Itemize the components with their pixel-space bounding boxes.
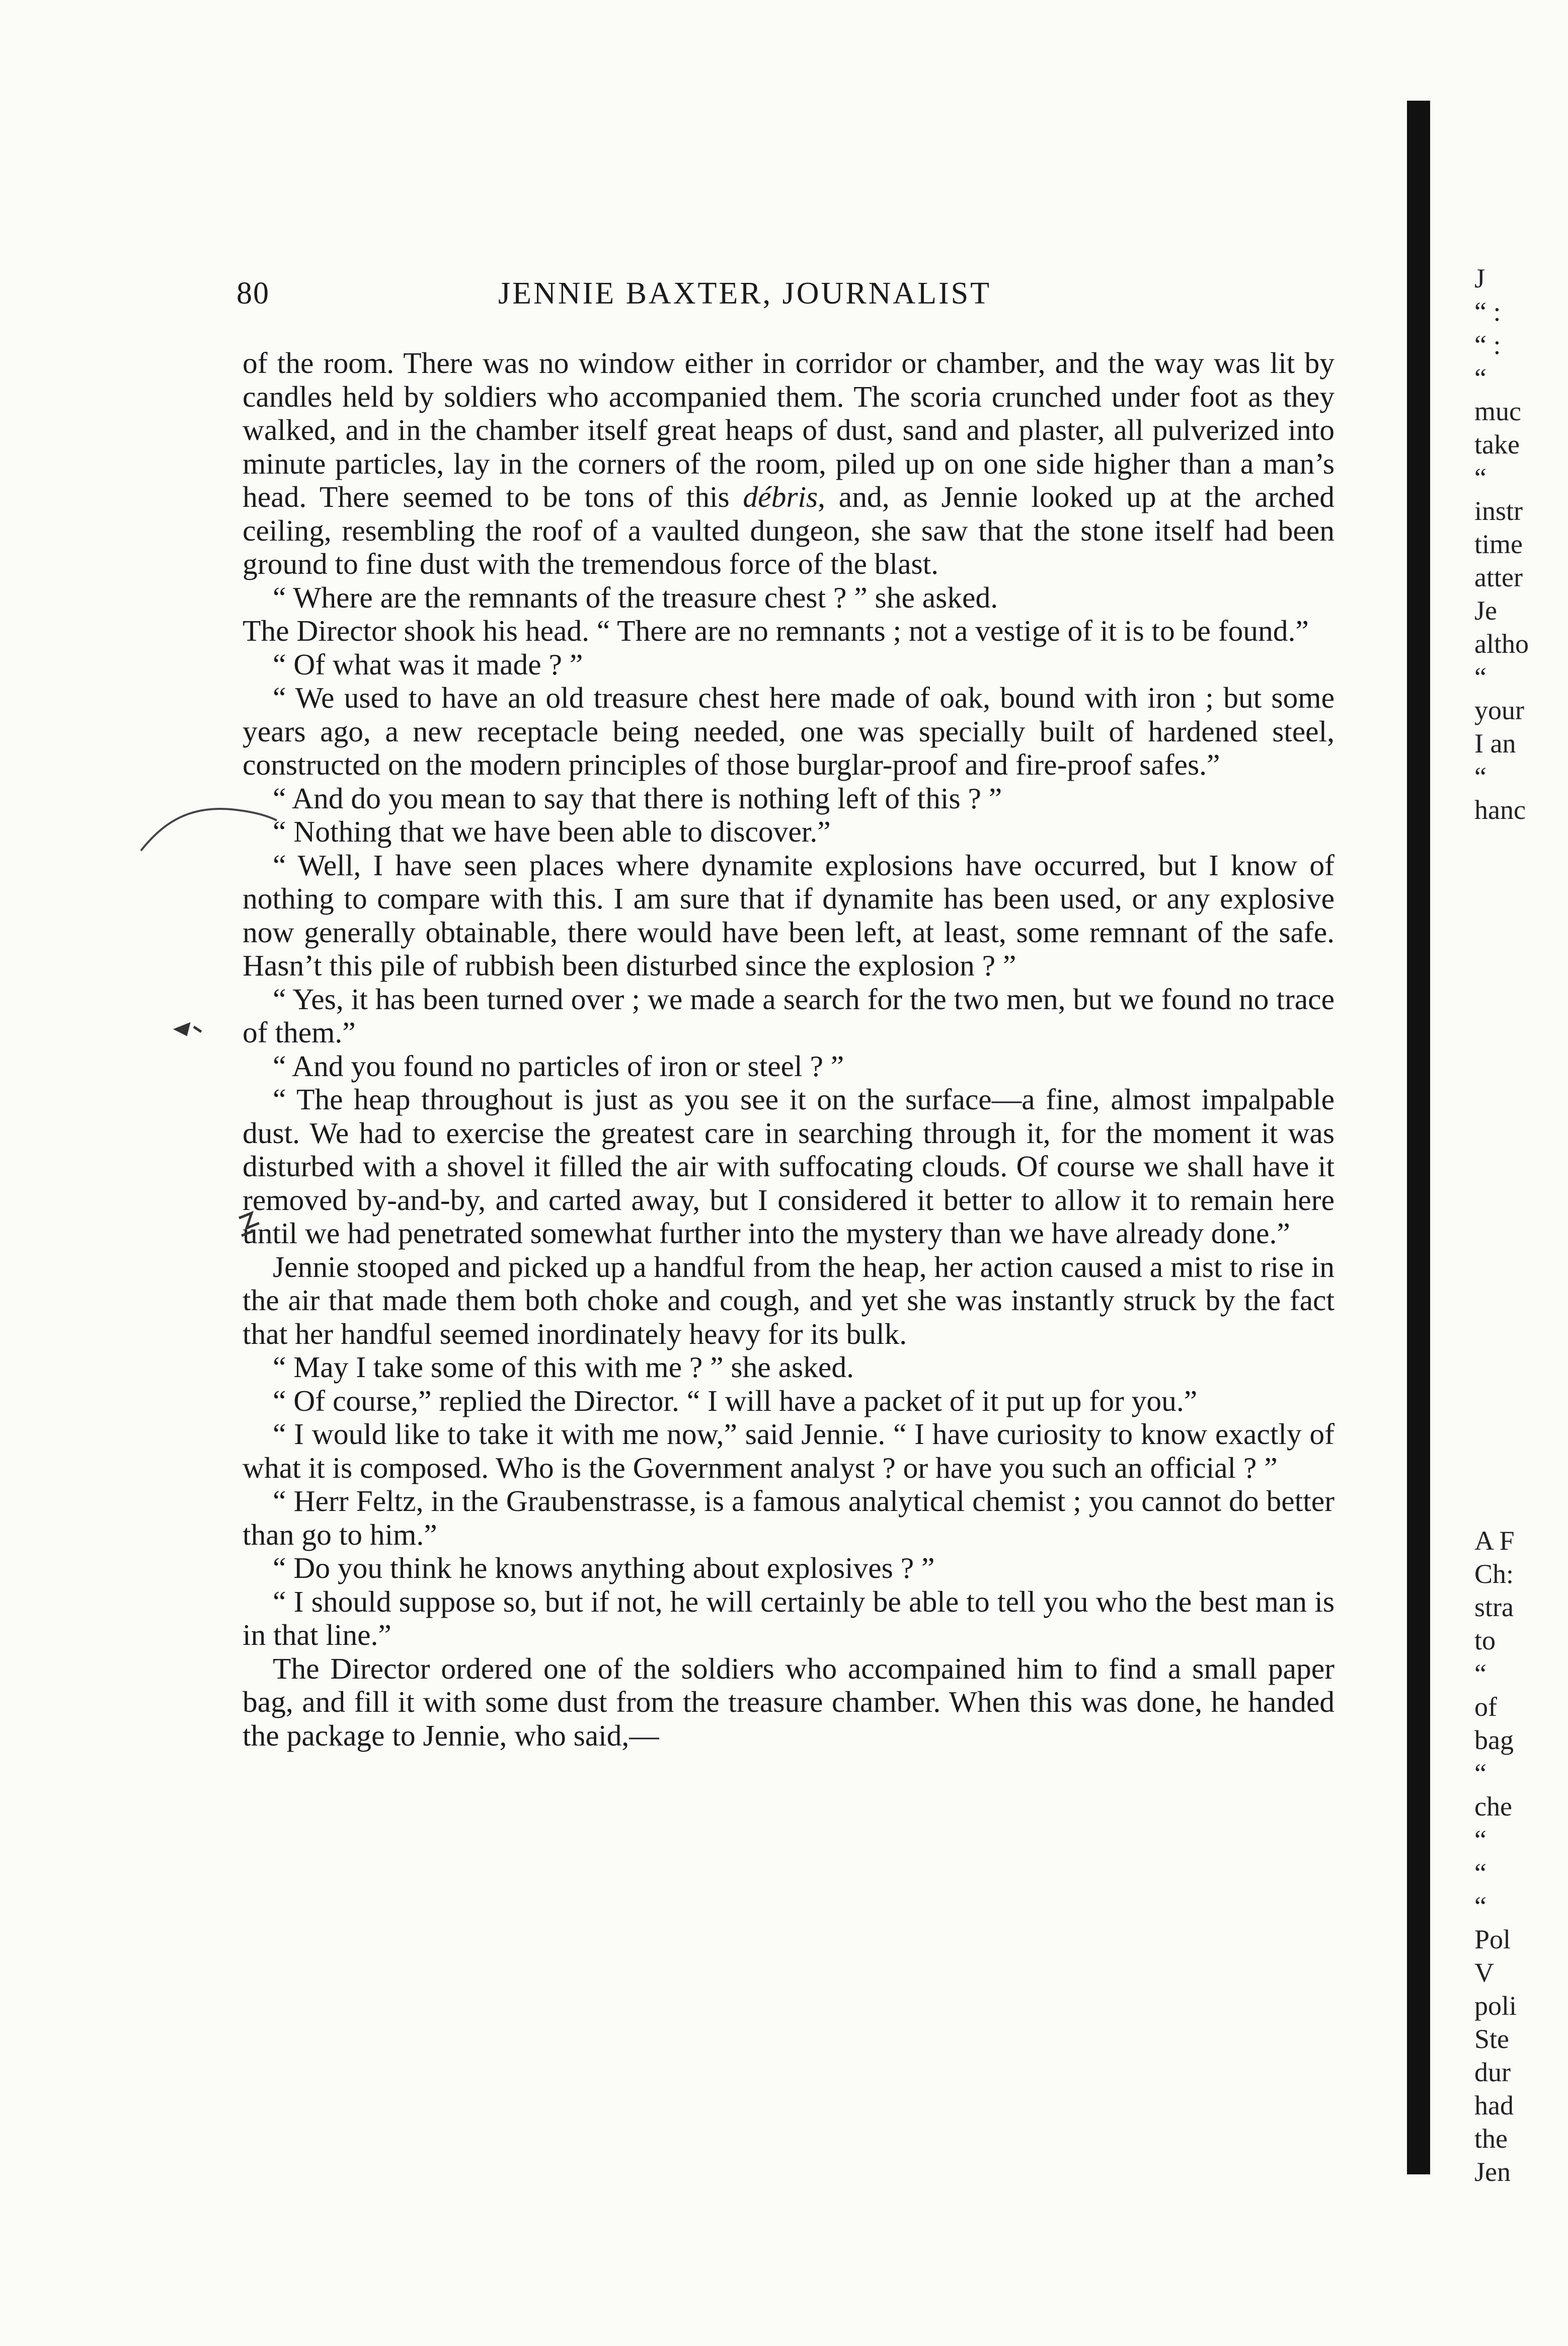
paragraph: “ And you found no particles of iron or steel ? ”	[273, 1049, 844, 1083]
paragraph: “ Herr Feltz, in the Graubenstrasse, is a famous analytical chemist ; you cannot do better than go to him.”	[243, 1484, 1335, 1551]
facing-page-fragment: J	[1474, 263, 1485, 293]
running-title: JENNIE BAXTER, JOURNALIST	[498, 276, 992, 311]
paragraph	[243, 346, 1335, 581]
facing-page-fragment: altho	[1474, 629, 1529, 659]
facing-page-fragment: “	[1474, 1858, 1486, 1888]
margin-smudge-mark	[231, 1208, 277, 1243]
paragraph: “ Do you think he knows anything about explosives ? ”	[273, 1551, 935, 1584]
facing-page-fragment: “	[1474, 1758, 1486, 1788]
facing-page-fragment: atter	[1474, 562, 1523, 592]
facing-page-fragment: Ste	[1474, 2024, 1510, 2054]
facing-page-fragment: “ :	[1474, 296, 1501, 327]
facing-page-fragment: had	[1474, 2090, 1514, 2121]
paragraph: “ We used to have an old treasure chest here made of oak, bound with iron ; but some years ago, a new receptacle being needed, one was specially built of hardened steel, constructed on the modern principles of those burglar-proof and fire-proof safes.”	[243, 681, 1335, 781]
facing-page-fragment: A F	[1474, 1526, 1515, 1556]
paragraph: “ And do you mean to say that there is nothing left of this ? ”	[273, 781, 1002, 815]
facing-page-fragment: hanc	[1474, 795, 1526, 825]
facing-page-fragment: Ch:	[1474, 1559, 1514, 1589]
facing-page-fragment: Jen	[1474, 2157, 1511, 2187]
facing-page-fragment: bag	[1474, 1725, 1514, 1755]
facing-page-bleed	[1474, 262, 1568, 2187]
body-text	[243, 346, 1335, 1752]
text-run: of the room. There was no window either in corridor or chamber, and the way was lit by candles held by soldiers who accompanied them. The scoria crunched under foot as they walked, and in the chamber itself great heaps of dust, sand and plaster, all pulverized into minute particles, lay in the corners of the room, piled up on one side higher than a man’s head. There seemed to be tons of this	[243, 346, 1335, 513]
facing-page-fragment: “	[1474, 363, 1486, 393]
facing-page-fragment: che	[1474, 1791, 1512, 1822]
paragraph: “ Of course,” replied the Director. “ I will have a packet of it put up for you.”	[273, 1384, 1198, 1417]
facing-page-fragment: to	[1474, 1625, 1496, 1655]
facing-page-edge	[1407, 101, 1430, 2174]
facing-page-fragment: your	[1474, 695, 1524, 725]
paragraph: “ Nothing that we have been able to discover.”	[273, 815, 831, 848]
facing-page-fragment: the	[1474, 2124, 1508, 2154]
facing-page-fragment: “	[1474, 463, 1486, 493]
facing-page-fragment: Pol	[1474, 1924, 1511, 1954]
paragraph: “ May I take some of this with me ? ” she asked.	[273, 1350, 854, 1384]
facing-page-fragment: of	[1474, 1692, 1497, 1722]
facing-page-fragment: take	[1474, 429, 1520, 460]
facing-page-fragment: dur	[1474, 2057, 1511, 2087]
paragraph: “ I should suppose so, but if not, he will certainly be able to tell you who the best man is in that line.”	[243, 1584, 1335, 1651]
facing-page-fragment: “	[1474, 762, 1486, 792]
facing-page-fragment: I an	[1474, 728, 1516, 759]
paragraph: “ Of what was it made ? ”	[273, 647, 583, 681]
italic-word: débris	[743, 480, 818, 513]
facing-page-fragment: stra	[1474, 1592, 1514, 1622]
paragraph: “ Where are the remnants of the treasure chest ? ” she asked.	[273, 580, 998, 614]
facing-page-fragment: “	[1474, 662, 1486, 692]
paragraph: “ The heap throughout is just as you see it on the surface—a fine, almost impalpable dust. We had to exercise the greatest care in searching through it, for the moment it was disturbed with a shovel it filled the air with suffocating clouds. Of course we shall have it removed by-and-by, and carted away, but I considered it better to allow it to remain here until we had penetrated somewhat further into the mystery than we have already done.”	[243, 1083, 1335, 1250]
paragraph: Jennie stooped and picked up a handful from the heap, her action caused a mist to rise in the air that made them both choke and cough, and yet she was instantly struck by the fact that her handful seemed inordinately heavy for its bulk.	[243, 1250, 1335, 1350]
paragraph: The Director ordered one of the soldiers who accompained him to find a small paper bag, and fill it with some dust from the treasure chamber. When this was done, he handed the package to Jennie, who said,—	[243, 1651, 1335, 1752]
text-run: , and, as Jennie looked up at the arched ceiling, resembling the roof of a vaulted dungeon, she saw that the stone itself had been ground to fine dust with the tremendous force of the blast.	[243, 480, 1335, 580]
paragraph: “ Yes, it has been turned over ; we made a search for the two men, but we found no trace of them.”	[243, 982, 1335, 1049]
page-header	[237, 276, 1328, 316]
page-number: 80	[237, 276, 270, 311]
facing-page-fragment: instr	[1474, 496, 1523, 526]
paragraph: “ I would like to take it with me now,” said Jennie. “ I have curiosity to know exactly of what it is composed. Who is the Government analyst ? or have you such an official ? ”	[243, 1417, 1335, 1484]
facing-page-fragment: time	[1474, 529, 1523, 559]
facing-page-fragment: muc	[1474, 396, 1521, 426]
margin-pencil-mark	[131, 785, 282, 866]
facing-page-fragment: poli	[1474, 1991, 1517, 2021]
facing-page-fragment: Je	[1474, 595, 1497, 626]
paragraph: “ Well, I have seen places where dynamite explosions have occurred, but I know of nothing to compare with this. I am sure that if dynamite has been used, or any explosive now generally obtainable, there would have been left, at least, some remnant of the safe. Hasn’t this pile of rubbish been disturbed since the explosion ? ”	[243, 848, 1335, 982]
facing-page-fragment: “	[1474, 1825, 1486, 1855]
paragraph: The Director shook his head. “ There are no remnants ; not a vestige of it is to be found.”	[243, 614, 1309, 647]
facing-page-fragment: “	[1474, 1891, 1486, 1921]
facing-page-fragment: “	[1474, 1658, 1486, 1689]
facing-page-fragment: V	[1474, 1957, 1494, 1988]
facing-page-fragment: “ :	[1474, 330, 1501, 360]
margin-smudge-mark	[171, 1017, 211, 1042]
